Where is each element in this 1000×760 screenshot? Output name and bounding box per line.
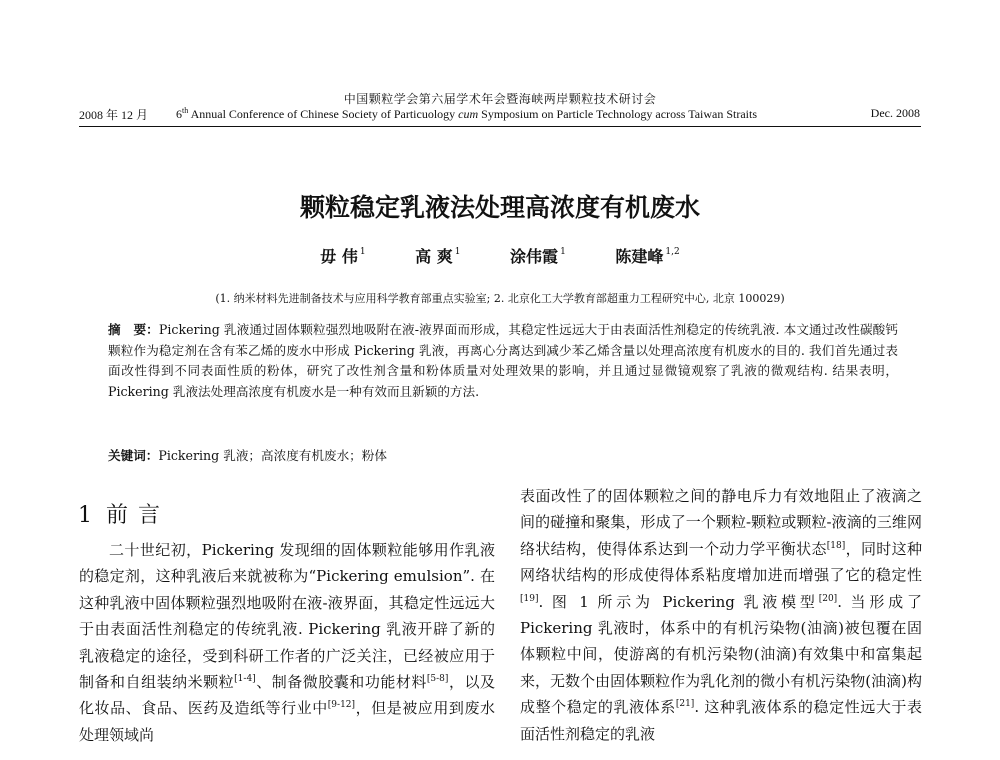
body-text: 表面改性了的固体颗粒之间的静电斥力有效地阻止了液滴之间的碰撞和聚集，形成了一个颗粒-颗粒或颗粒-液滴的三维网络状结构，使得体系达到一个动力学平衡状态 bbox=[520, 487, 922, 558]
citation: [5-8] bbox=[426, 674, 449, 685]
author bbox=[415, 247, 460, 266]
author-affiliation-mark: 1 bbox=[454, 247, 461, 257]
header-date-cn: 2008 年 12 月 bbox=[79, 108, 149, 122]
author-list bbox=[0, 244, 1000, 267]
header-date-en: Dec. 2008 bbox=[870, 106, 920, 120]
affiliation: (1. 纳米材料先进制备技术与应用科学教育部重点实验室; 2. 北京化工大学教育部超重力工程研究中心, 北京 100029) bbox=[215, 292, 785, 305]
header-conf-ordinal: th bbox=[182, 106, 189, 115]
author-name: 陈建峰 bbox=[615, 247, 664, 266]
header-conf-part2: Symposium on Particle Technology across Taiwan Straits bbox=[478, 107, 758, 121]
body-text: ，以及化妆品、食品、医药及造纸等行业中 bbox=[79, 673, 495, 718]
citation: [21] bbox=[675, 699, 695, 710]
body-column-left bbox=[79, 537, 495, 748]
author-name: 毋 伟 bbox=[320, 247, 358, 266]
author bbox=[510, 247, 566, 266]
body-text: ，同时这种网络状结构的形成使得体系粘度增加进而增强了它的稳定性 bbox=[520, 539, 922, 585]
author-name: 涂伟霞 bbox=[510, 247, 559, 266]
body-text: 、制备微胶囊和功能材料 bbox=[255, 673, 427, 692]
author-affiliation-mark: 1 bbox=[560, 247, 566, 257]
abstract bbox=[108, 320, 898, 402]
conference-title-cn: 中国颗粒学会第六届学术年会暨海峡两岸颗粒技术研讨会 bbox=[343, 92, 657, 106]
section-heading bbox=[78, 498, 170, 529]
section-number: 1 bbox=[78, 503, 92, 528]
paper-title: 颗粒稳定乳液法处理高浓度有机废水 bbox=[299, 193, 700, 222]
body-paragraph bbox=[520, 483, 922, 747]
citation: [9-12] bbox=[327, 700, 356, 711]
citation: [20] bbox=[818, 593, 838, 604]
body-text: 二十世纪初，Pickering 发现细的固体颗粒能够用作乳液的稳定剂，这种乳液后来就被称为“Pickering emulsion”. 在这种乳液中固体颗粒强烈地吸附在液-液界面，其稳定性远远大于由表面活性剂稳定的传统乳液. Pickering 乳液开辟了新的乳液稳定的途径，受到科研工作者的广泛关注，已经被应用于制备和自组装纳米颗粒 bbox=[79, 541, 495, 692]
header-divider bbox=[79, 126, 921, 127]
author-name: 高 爽 bbox=[415, 247, 453, 266]
abstract-text: Pickering 乳液通过固体颗粒强烈地吸附在液-液界面而形成，其稳定性远远大于由表面活性剂稳定的传统乳液. 本文通过改性碳酸钙颗粒作为稳定剂在含有苯乙烯的废水中形成 Pickering 乳液，再离心分离达到减少苯乙烯含量以处理高浓度有机废水的目的. 我们首先通过表面改性得到不同表面性质的粉体，研究了改性剂含量和粉体质量对处理效果的影响，并且通过显微镜观察了乳液的微观结构. 结果表明，Pickering 乳液法处理高浓度有机废水是一种有效而且新颖的方法. bbox=[108, 322, 899, 399]
keywords-text: Pickering 乳液；高浓度有机废水；粉体 bbox=[158, 448, 387, 463]
body-text: ，但是被应用到废水处理领域尚 bbox=[79, 699, 495, 744]
author bbox=[615, 247, 679, 266]
citation: [19] bbox=[520, 593, 539, 604]
header-conf-number: 6 bbox=[176, 107, 182, 121]
citation: [18] bbox=[826, 540, 846, 551]
keywords bbox=[108, 445, 898, 464]
keywords-label: 关键词： bbox=[108, 448, 159, 463]
body-paragraph bbox=[79, 537, 495, 748]
body-column-right bbox=[520, 483, 922, 747]
body-text: . 这种乳液体系的稳定性远大于表面活性剂稳定的乳液 bbox=[520, 698, 922, 743]
citation: [1-4] bbox=[234, 674, 256, 685]
header-conference-en bbox=[176, 106, 757, 122]
body-text: . 图 1 所示为 Pickering 乳液模型 bbox=[538, 592, 819, 611]
body-text: . 当形成了 Pickering 乳液时，体系中的有机污染物(油滴)被包覆在固体颗粒中间，使游离的有机污染物(油滴)有效集中和富集起来，无数个由固体颗粒作为乳化剂的微小有机污染物(油滴)构成整个稳定的乳液体系 bbox=[520, 592, 922, 717]
header-conf-part1: Annual Conference of Chinese Society of Particuology bbox=[188, 107, 459, 121]
header-conf-cum: cum bbox=[458, 107, 479, 121]
running-header bbox=[79, 106, 920, 124]
author-affiliation-mark: 1,2 bbox=[665, 247, 680, 257]
section-title: 前言 bbox=[106, 503, 171, 528]
author-affiliation-mark: 1 bbox=[359, 247, 366, 257]
author bbox=[320, 247, 365, 266]
abstract-label: 摘 要： bbox=[108, 322, 159, 337]
